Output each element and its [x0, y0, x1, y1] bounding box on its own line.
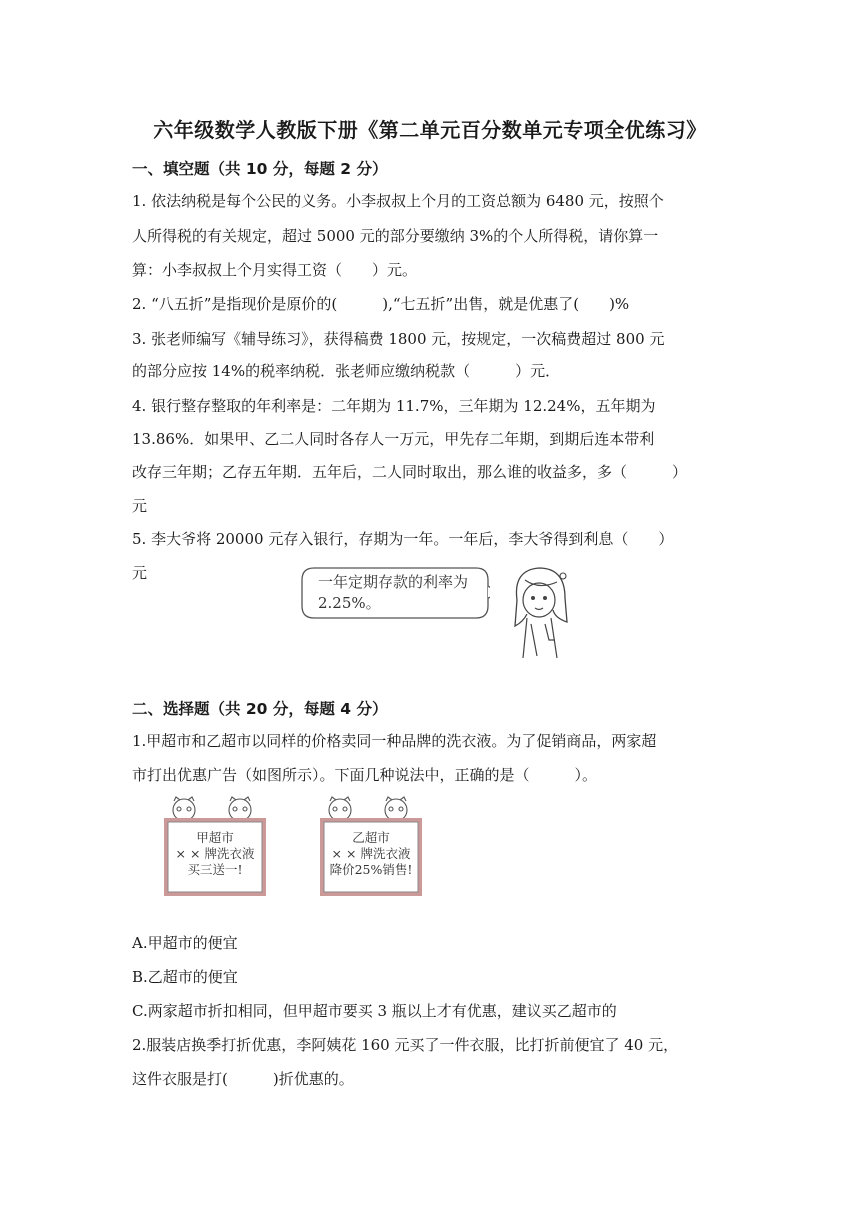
sign-a-line-2: × × 牌洗衣液	[175, 846, 255, 861]
sign-a-line-3: 买三送一!	[187, 862, 243, 877]
question-3-line-2: 的部分应按 14%的税率纳税．张老师应缴纳税款（ ）元．	[132, 362, 561, 380]
bubble-text	[318, 572, 468, 614]
question-5-line-2: 元	[132, 564, 148, 582]
sign-b-text	[322, 830, 420, 878]
question-4-line-1: 4. 银行整存整取的年利率是：二年期为 11.7%，三年期为 12.24%，五年期为	[132, 397, 656, 415]
question-5-line-1: 5. 李大爷将 20000 元存入银行，存期为一年。一年后，李大爷得到利息（ ）	[132, 530, 674, 548]
sign-a-text	[166, 830, 264, 878]
choice-question-1-line-2: 市打出优惠广告（如图所示）。下面几种说法中，正确的是（ ）。	[132, 766, 598, 784]
question-4-line-2: 13.86%．如果甲、乙二人同时各存人一万元，甲先存二年期，到期后连本带利	[132, 430, 655, 448]
question-2: 2. “八五折”是指现价是原价的( ),“七五折”出售，就是优惠了( )%	[132, 295, 630, 313]
girl-illustration	[505, 560, 575, 660]
question-1-line-1: 1. 依法纳税是每个公民的义务。小李叔叔上个月的工资总额为 6480 元，按照个	[132, 192, 664, 210]
section2-heading: 二、选择题（共 20 分，每题 4 分）	[132, 700, 388, 718]
choice-question-1-line-1: 1.甲超市和乙超市以同样的价格卖同一种品牌的洗衣液。为了促销商品，两家超	[132, 732, 657, 750]
choice-question-2-line-2: 这件衣服是打( )折优惠的。	[132, 1070, 354, 1088]
question-1-line-3: 算：小李叔叔上个月实得工资（ ）元。	[132, 261, 418, 279]
option-a: A.甲超市的便宜	[132, 934, 238, 952]
section1-heading: 一、填空题（共 10 分，每题 2 分）	[132, 160, 388, 178]
question-1-line-2: 人所得税的有关规定，超过 5000 元的部分要缴纳 3%的个人所得税，请你算一	[132, 227, 659, 245]
sign-b-line-1: 乙超市	[352, 830, 390, 845]
choice-question-2-line-1: 2.服装店换季打折优惠，李阿姨花 160 元买了一件衣服，比打折前便宜了 40 元，	[132, 1036, 679, 1054]
option-b: B.乙超市的便宜	[132, 968, 238, 986]
option-c: C.两家超市折扣相同，但甲超市要买 3 瓶以上才有优惠，建议买乙超市的	[132, 1002, 617, 1020]
question-3-line-1: 3. 张老师编写《辅导练习》，获得稿费 1800 元，按规定，一次稿费超过 800 元	[132, 330, 665, 348]
sign-b-line-2: × × 牌洗衣液	[331, 846, 411, 861]
sign-b-line-3: 降价25%销售!	[329, 862, 413, 877]
sign-a-line-1: 甲超市	[196, 830, 234, 845]
bubble-line-1: 一年定期存款的利率为	[318, 573, 469, 591]
question-4-line-4: 元	[132, 497, 148, 515]
bubble-line-2: 2.25%。	[318, 594, 381, 612]
page-title: 六年级数学人教版下册《第二单元百分数单元专项全优练习》	[153, 118, 707, 142]
question-4-line-3: 改存三年期；乙存五年期．五年后，二人同时取出，那么谁的收益多，多（ ）	[132, 463, 688, 481]
